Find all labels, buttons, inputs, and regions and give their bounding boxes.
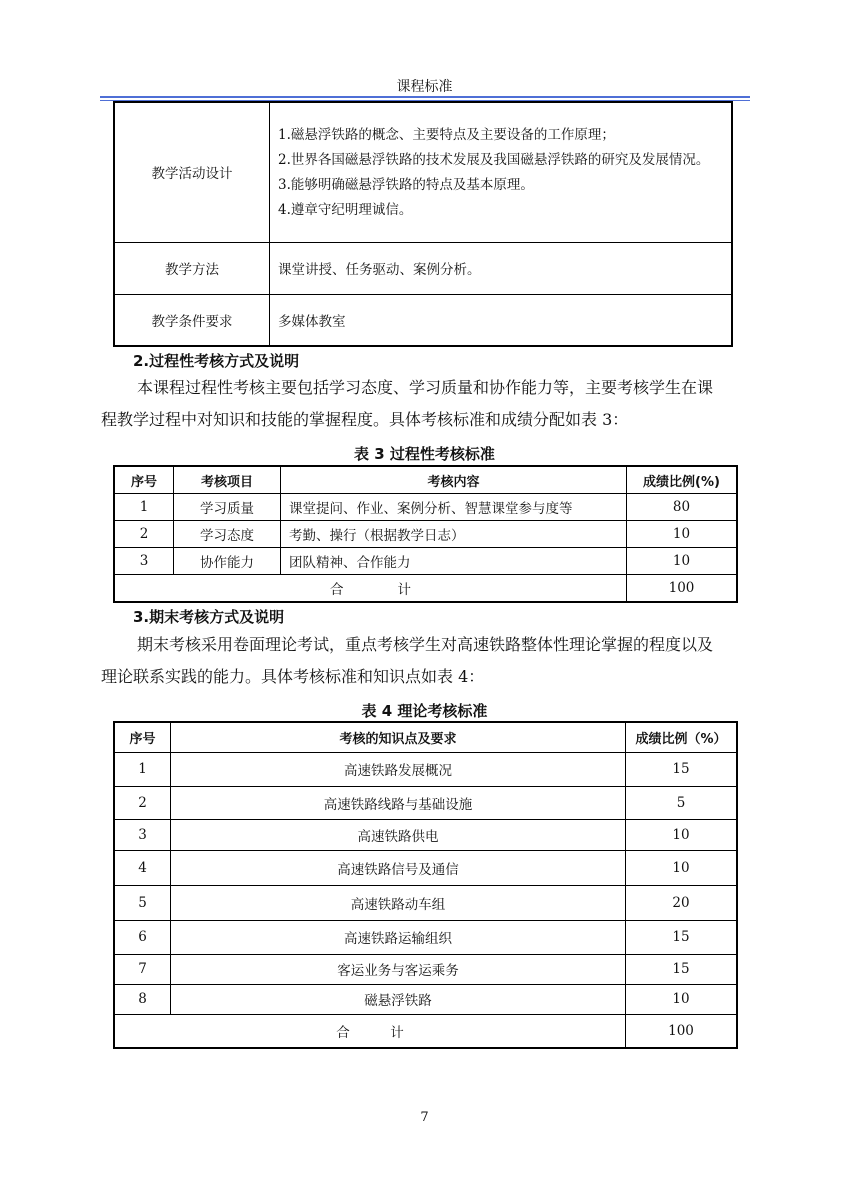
table-row (114, 819, 737, 850)
paragraph-line: 程教学过程中对知识和技能的掌握程度。具体考核标准和成绩分配如表 3： (101, 410, 629, 429)
cell: 协作能力 (174, 548, 281, 575)
theory-assessment-table (113, 721, 738, 1049)
cell: 6 (114, 920, 171, 954)
cell: 10 (627, 521, 738, 548)
cell: 15 (626, 954, 738, 984)
paragraph-line: 本课程过程性考核主要包括学习态度、学习质量和协作能力等，主要考核学生在课 (137, 378, 714, 397)
cell: 10 (626, 850, 738, 885)
cell: 2 (114, 786, 171, 819)
total-value: 100 (627, 575, 738, 603)
cell: 课堂提问、作业、案例分析、智慧课堂参与度等 (281, 494, 627, 521)
activity-line: 2.世界各国磁悬浮铁路的技术发展及我国磁悬浮铁路的研究及发展情况。 (278, 151, 710, 168)
cell: 1 (114, 752, 171, 786)
table-header-row (114, 722, 737, 752)
cell: 高速铁路动车组 (171, 885, 626, 920)
cell: 学习态度 (174, 521, 281, 548)
row-value: 多媒体教室 (270, 294, 733, 346)
cell: 1 (114, 494, 174, 521)
table-total-row (114, 1014, 737, 1048)
cell: 高速铁路运输组织 (171, 920, 626, 954)
cell: 5 (626, 786, 738, 819)
cell: 10 (626, 984, 738, 1014)
cell: 2 (114, 521, 174, 548)
activity-line: 1.磁悬浮铁路的概念、主要特点及主要设备的工作原理； (278, 126, 615, 143)
cell: 4 (114, 850, 171, 885)
column-header: 成绩比例（%） (626, 722, 738, 752)
activity-content (270, 102, 733, 242)
table-row (114, 102, 732, 242)
cell: 15 (626, 920, 738, 954)
paragraph-line: 理论联系实践的能力。具体考核标准和知识点如表 4： (101, 667, 485, 686)
cell: 8 (114, 984, 171, 1014)
cell: 团队精神、合作能力 (281, 548, 627, 575)
cell: 20 (626, 885, 738, 920)
cell: 高速铁路线路与基础设施 (171, 786, 626, 819)
row-label: 教学活动设计 (114, 102, 270, 242)
table-total-row (114, 575, 737, 603)
paragraph-line: 期末考核采用卷面理论考试，重点考核学生对高速铁路整体性理论掌握的程度以及 (137, 635, 714, 654)
table-row (114, 294, 732, 346)
table-row (114, 494, 737, 521)
table-caption: 表 3 过程性考核标准 (354, 445, 495, 463)
page-number: 7 (420, 1110, 429, 1125)
table-row (114, 984, 737, 1014)
table-row (114, 548, 737, 575)
section-heading: 2.过程性考核方式及说明 (133, 352, 300, 370)
cell: 15 (626, 752, 738, 786)
table-row (114, 885, 737, 920)
column-header: 考核内容 (281, 466, 627, 494)
table-row (114, 850, 737, 885)
total-label: 合 计 (114, 575, 627, 603)
section-heading: 3.期末考核方式及说明 (133, 608, 285, 626)
cell: 高速铁路信号及通信 (171, 850, 626, 885)
activity-line: 3.能够明确磁悬浮铁路的特点及基本原理。 (278, 176, 534, 193)
process-assessment-table (113, 465, 738, 603)
table-row (114, 752, 737, 786)
row-label: 教学条件要求 (114, 294, 270, 346)
teaching-activity-table (113, 101, 733, 347)
cell: 10 (626, 819, 738, 850)
table-caption: 表 4 理论考核标准 (361, 702, 488, 720)
cell: 10 (627, 548, 738, 575)
column-header: 序号 (114, 722, 171, 752)
cell: 高速铁路供电 (171, 819, 626, 850)
row-value: 课堂讲授、任务驱动、案例分析。 (270, 242, 733, 294)
column-header: 考核的知识点及要求 (171, 722, 626, 752)
activity-line: 4.遵章守纪明理诚信。 (278, 201, 413, 218)
table-header-row (114, 466, 737, 494)
total-label: 合 计 (114, 1014, 626, 1048)
column-header: 考核项目 (174, 466, 281, 494)
cell: 磁悬浮铁路 (171, 984, 626, 1014)
column-header: 成绩比例(%) (627, 466, 738, 494)
table-row (114, 920, 737, 954)
cell: 3 (114, 548, 174, 575)
table-row (114, 786, 737, 819)
cell: 80 (627, 494, 738, 521)
cell: 学习质量 (174, 494, 281, 521)
column-header: 序号 (114, 466, 174, 494)
table-row (114, 521, 737, 548)
header-rule (100, 96, 750, 98)
table-row (114, 954, 737, 984)
cell: 7 (114, 954, 171, 984)
cell: 高速铁路发展概况 (171, 752, 626, 786)
cell: 5 (114, 885, 171, 920)
cell: 考勤、操行（根据教学日志） (281, 521, 627, 548)
row-label: 教学方法 (114, 242, 270, 294)
total-value: 100 (626, 1014, 738, 1048)
table-row (114, 242, 732, 294)
page-header-title: 课程标准 (396, 79, 453, 95)
cell: 3 (114, 819, 171, 850)
cell: 客运业务与客运乘务 (171, 954, 626, 984)
